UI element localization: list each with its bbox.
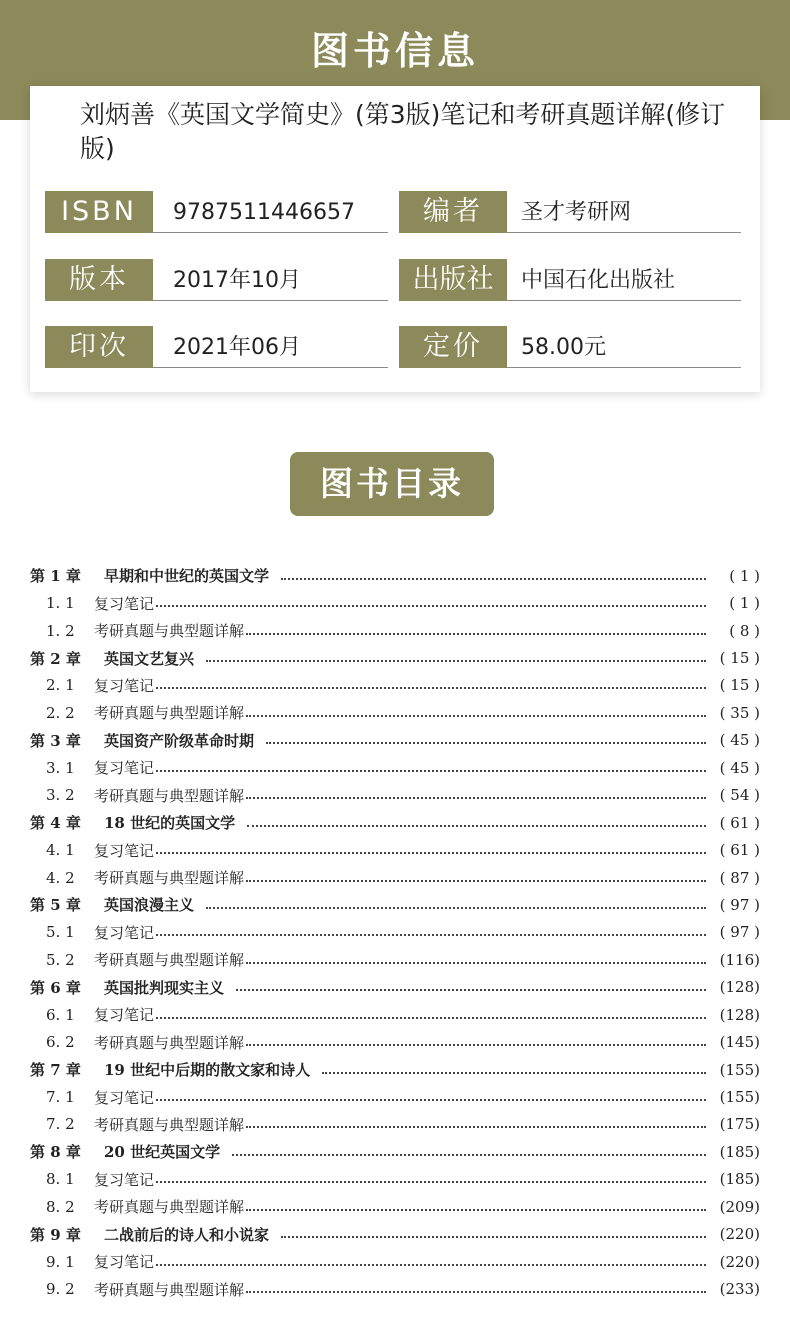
toc-entry-number: 1. 1 [46,594,75,613]
toc-entry-page: (145) [719,1033,760,1052]
toc-section-row [30,1028,760,1055]
toc-section-row [30,1083,760,1110]
toc-entry-page: ( 87 ) [719,868,760,887]
toc-chapter-row [30,809,760,836]
toc-entry-number: 第 8 章 [30,1143,81,1162]
toc-entry-page: ( 15 ) [719,649,760,668]
toc-section-row [30,864,760,891]
toc-entry-title: 复习笔记 [94,1170,155,1189]
toc-entry-number: 5. 1 [46,923,75,942]
toc-entry-title: 复习笔记 [94,1088,155,1107]
toc-entry-title: 考研真题与典型题详解 [94,1115,245,1134]
toc-entry-number: 5. 2 [46,950,75,969]
toc-section-row [30,589,760,616]
printing-label: 印次 [45,326,153,368]
toc-dot-leader [156,687,706,689]
toc-entry-page: ( 61 ) [719,813,760,832]
toc-entry-number: 第 4 章 [30,814,81,833]
toc-entry-number: 1. 2 [46,621,75,640]
toc-dot-leader [266,742,706,744]
toc-dot-leader [246,1044,706,1046]
toc-entry-number: 7. 1 [46,1088,75,1107]
toc-section-row [30,919,760,946]
publisher-label: 出版社 [399,259,507,301]
toc-entry-title: 复习笔记 [94,841,155,860]
price-value: 58.00元 [521,335,606,360]
toc-chapter-row [30,644,760,671]
toc-dot-leader [322,1072,706,1074]
toc-section-row [30,699,760,726]
toc-dot-leader [246,1291,706,1293]
toc-entry-title: 英国浪漫主义 [104,896,195,915]
toc-entry-page: (185) [719,1142,760,1161]
toc-dot-leader [206,907,706,909]
toc-section-row [30,754,760,781]
toc-chapter-row [30,1138,760,1165]
toc-dot-leader [246,1126,706,1128]
toc-entry-title: 考研真题与典型题详解 [94,869,245,888]
toc-entry-title: 英国资产阶级革命时期 [104,731,255,750]
toc-entry-number: 第 2 章 [30,649,81,668]
toc-entry-number: 8. 2 [46,1197,75,1216]
toc-entry-number: 7. 2 [46,1115,75,1134]
toc-entry-number: 第 6 章 [30,978,81,997]
toc-section-row [30,1001,760,1028]
toc-dot-leader [156,934,706,936]
toc-entry-page: ( 97 ) [719,895,760,914]
toc-entry-title: 考研真题与典型题详解 [94,704,245,723]
toc-entry-number: 第 7 章 [30,1061,81,1080]
toc-entry-page: ( 1 ) [729,594,760,613]
toc-section-row [30,1275,760,1302]
publisher-value: 中国石化出版社 [521,268,676,293]
toc-entry-title: 复习笔记 [94,923,155,942]
book-info-card [30,86,760,392]
toc-dot-leader [247,825,706,827]
toc-dot-leader [246,633,706,635]
toc-entry-number: 第 3 章 [30,731,81,750]
price-label: 定价 [399,326,507,368]
toc-entry-page: ( 1 ) [729,566,760,585]
toc-dot-leader [246,797,706,799]
toc-entry-title: 英国文艺复兴 [104,649,195,668]
toc-dot-leader [246,715,706,717]
toc-entry-title: 考研真题与典型题详解 [94,1198,245,1217]
toc-dot-leader [156,1264,706,1266]
toc-dot-leader [156,1181,706,1183]
toc-entry-title: 考研真题与典型题详解 [94,622,245,641]
toc-section-row [30,1248,760,1275]
toc-entry-number: 6. 1 [46,1005,75,1024]
table-of-contents [30,562,760,1303]
toc-chapter-row [30,891,760,918]
toc-chapter-row [30,727,760,754]
toc-entry-title: 复习笔记 [94,676,155,695]
isbn-value: 9787511446657 [173,200,355,225]
toc-entry-page: (220) [719,1252,760,1271]
toc-entry-title: 考研真题与典型题详解 [94,1033,245,1052]
toc-section-row [30,1166,760,1193]
banner-title: 图书信息 [310,29,479,73]
toc-entry-page: (155) [719,1060,760,1079]
toc-entry-page: (185) [719,1170,760,1189]
toc-entry-number: 第 5 章 [30,896,81,915]
toc-dot-leader [156,1017,706,1019]
toc-chapter-row [30,1056,760,1083]
toc-dot-leader [246,1209,706,1211]
toc-entry-page: ( 45 ) [719,758,760,777]
edition-label: 版本 [45,259,153,301]
toc-entry-page: ( 97 ) [719,923,760,942]
toc-section-row [30,946,760,973]
toc-entry-number: 4. 1 [46,841,75,860]
toc-dot-leader [281,578,706,580]
edition-field [45,259,388,301]
toc-dot-leader [156,770,706,772]
edition-value: 2017年10月 [173,268,301,293]
toc-entry-title: 考研真题与典型题详解 [94,951,245,970]
toc-chapter-row [30,562,760,589]
toc-section-row [30,836,760,863]
toc-entry-title: 19 世纪中后期的散文家和诗人 [104,1061,311,1080]
editor-value: 圣才考研网 [521,200,632,225]
toc-entry-title: 18 世纪的英国文学 [104,814,236,833]
toc-entry-number: 8. 1 [46,1170,75,1189]
toc-entry-title: 20 世纪英国文学 [104,1143,221,1162]
toc-entry-page: ( 15 ) [719,676,760,695]
toc-entry-number: 9. 1 [46,1252,75,1271]
editor-label: 编者 [399,191,507,233]
toc-entry-title: 考研真题与典型题详解 [94,1280,245,1299]
toc-entry-number: 4. 2 [46,868,75,887]
isbn-field [45,191,388,233]
toc-entry-number: 3. 1 [46,758,75,777]
toc-entry-page: (220) [719,1225,760,1244]
toc-entry-page: (116) [719,950,760,969]
toc-entry-page: (128) [719,978,760,997]
toc-entry-title: 复习笔记 [94,1006,155,1025]
publisher-field [399,259,741,301]
toc-section-row [30,1111,760,1138]
toc-dot-leader [206,660,706,662]
toc-entry-title: 复习笔记 [94,1253,155,1272]
toc-entry-page: (175) [719,1115,760,1134]
toc-dot-leader [246,962,706,964]
toc-entry-title: 二战前后的诗人和小说家 [104,1225,270,1244]
toc-entry-title: 复习笔记 [94,594,155,613]
toc-dot-leader [246,880,706,882]
toc-entry-page: ( 61 ) [719,841,760,860]
toc-entry-number: 6. 2 [46,1033,75,1052]
toc-entry-title: 早期和中世纪的英国文学 [104,567,270,586]
editor-field [399,191,741,233]
toc-entry-number: 2. 1 [46,676,75,695]
toc-entry-title: 英国批判现实主义 [104,978,225,997]
toc-entry-page: (233) [719,1280,760,1299]
toc-entry-page: ( 54 ) [719,786,760,805]
toc-section-row [30,672,760,699]
isbn-label: ISBN [45,191,153,233]
toc-entry-page: ( 35 ) [719,703,760,722]
toc-dot-leader [156,605,706,607]
printing-value: 2021年06月 [173,335,301,360]
toc-chapter-row [30,974,760,1001]
toc-chapter-row [30,1221,760,1248]
toc-entry-number: 第 1 章 [30,567,81,586]
toc-entry-number: 9. 2 [46,1280,75,1299]
toc-heading: 图书目录 [290,452,494,516]
toc-entry-page: (209) [719,1197,760,1216]
toc-dot-leader [281,1236,706,1238]
toc-entry-page: ( 45 ) [719,731,760,750]
toc-entry-number: 3. 2 [46,786,75,805]
toc-dot-leader [232,1154,706,1156]
toc-dot-leader [236,989,706,991]
toc-entry-page: (155) [719,1088,760,1107]
toc-section-row [30,1193,760,1220]
toc-dot-leader [156,852,706,854]
toc-entry-title: 复习笔记 [94,759,155,778]
toc-section-row [30,617,760,644]
toc-entry-title: 考研真题与典型题详解 [94,786,245,805]
toc-entry-number: 2. 2 [46,703,75,722]
toc-entry-page: (128) [719,1005,760,1024]
toc-section-row [30,782,760,809]
price-field [399,326,741,368]
toc-entry-number: 第 9 章 [30,1225,81,1244]
toc-entry-page: ( 8 ) [729,621,760,640]
book-title: 刘炳善《英国文学简史》(第3版)笔记和考研真题详解(修订版) [80,100,726,163]
printing-field [45,326,388,368]
toc-dot-leader [156,1099,706,1101]
